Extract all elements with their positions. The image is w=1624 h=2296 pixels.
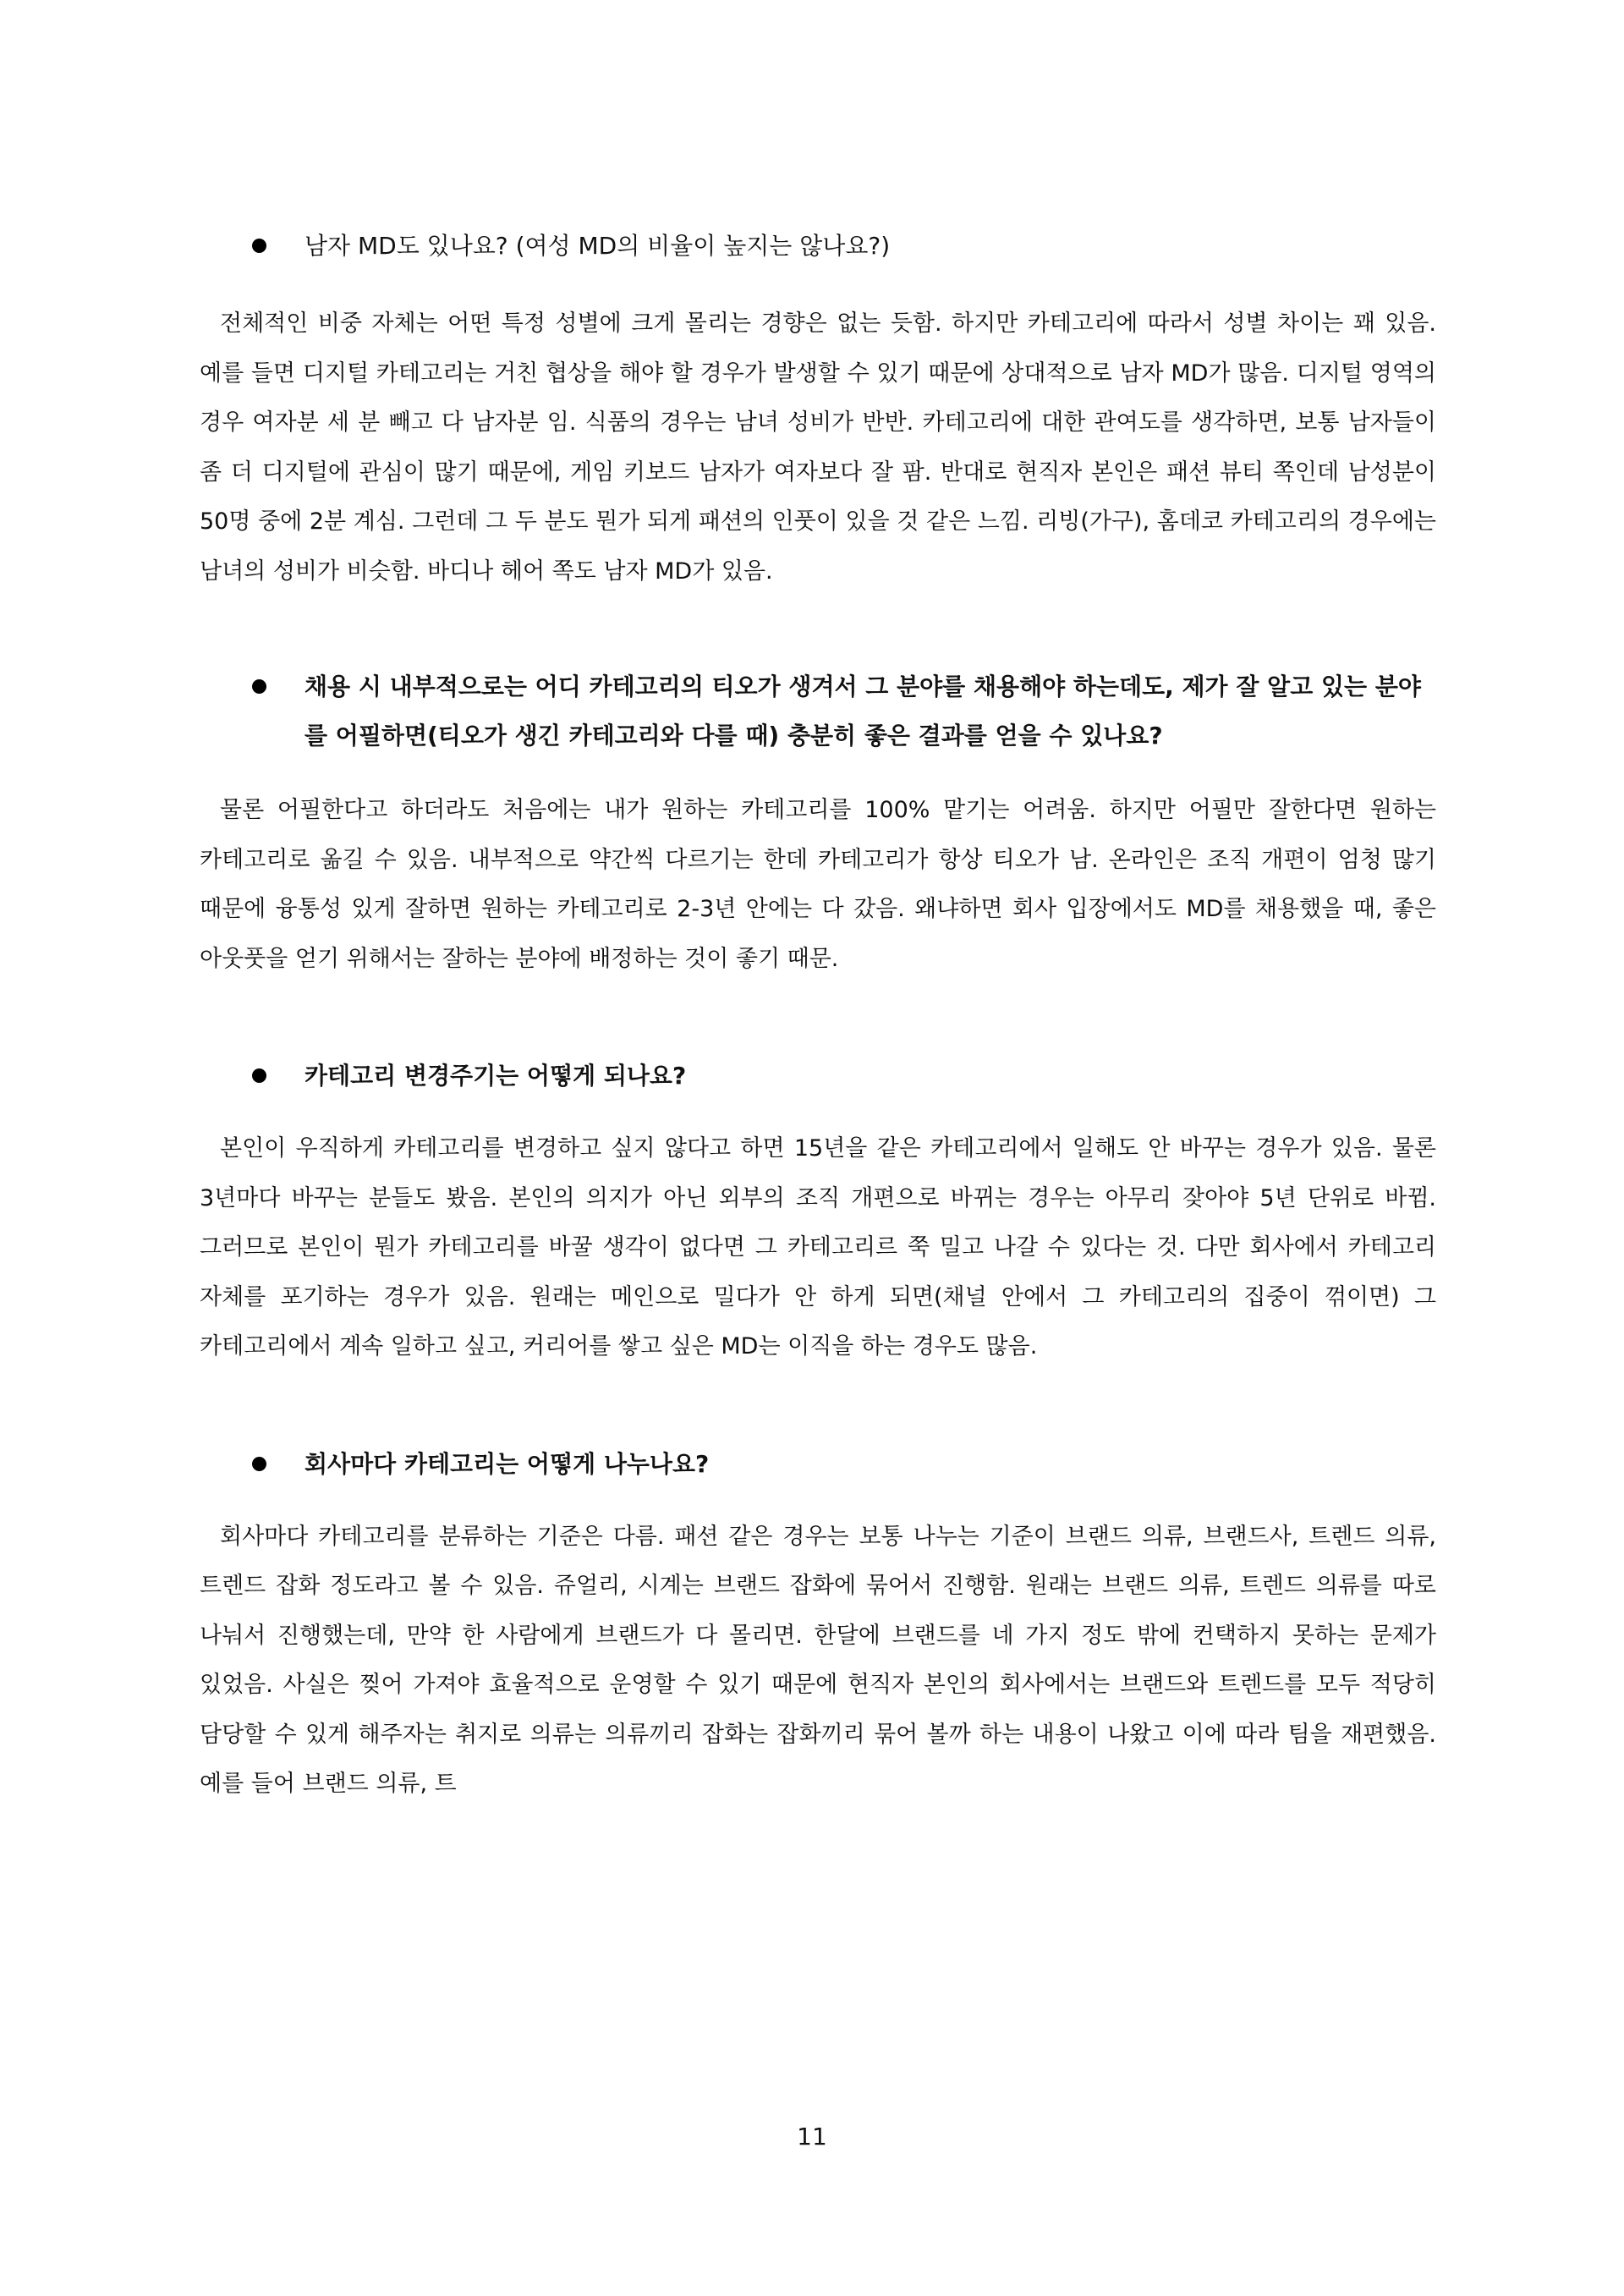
answer-paragraph: 회사마다 카테고리를 분류하는 기준은 다름. 패션 같은 경우는 보통 나누는 기준이 브랜드 의류, 브랜드사, 트렌드 의류, 트렌드 잡화 정도라고 볼 수 있음. 쥬얼리, 시계는 브랜드 잡화에 묶어서 진행함. 원래는 브랜드 의류, 트렌드 의류를 따로 나눠서 진행했는데, 만약 한 사람에게 브랜드가 다 몰리면. 한달에 브랜드를 네 가지 정도 밖에 컨택하지 못하는 문제가 있었음. 사실은 찢어 가져야 효율적으로 운영할 수 있기 때문에 현직자 본인의 회사에서는 브랜드와 트렌드를 모두 적당히 담당할 수 있게 해주자는 취지로 의류는 의류끼리 잡화는 잡화끼리 묶어 볼까 하는 내용이 나왔고 이에 따라 팀을 재편했음. 예를 들어 브랜드 의류, 트 <box>200 1523 1436 1797</box>
question-text: 남자 MD도 있나요? (여성 MD의 비율이 높지는 않나요?) <box>304 232 891 260</box>
qa-section <box>200 1440 1436 1810</box>
page-content <box>200 222 1436 1810</box>
qa-section <box>200 222 1436 596</box>
bullet-icon <box>252 679 266 694</box>
question-heading <box>200 1440 1436 1489</box>
page-number: 11 <box>797 2123 827 2150</box>
question-heading <box>200 222 1436 271</box>
question-heading <box>200 1052 1436 1101</box>
answer-paragraph: 본인이 우직하게 카테고리를 변경하고 싶지 않다고 하면 15년을 같은 카테고리에서 일해도 안 바꾸는 경우가 있음. 물론 3년마다 바꾸는 분들도 봤음. 본인의 의지가 아닌 외부의 조직 개편으로 바뀌는 경우는 아무리 잦아야 5년 단위로 바뀜. 그러므로 본인이 뭔가 카테고리를 바꿀 생각이 없다면 그 카테고리르 쭉 밀고 나갈 수 있다는 것. 다만 회사에서 카테고리 자체를 포기하는 경우가 있음. 원래는 메인으로 밀다가 안 하게 되면(채널 안에서 그 카테고리의 집중이 꺾이면) 그 카테고리에서 계속 일하고 싶고, 커리어를 쌓고 싶은 MD는 이직을 하는 경우도 많음. <box>200 1135 1436 1359</box>
bullet-icon <box>252 239 266 253</box>
qa-section <box>200 662 1436 984</box>
answer-paragraph: 전체적인 비중 자체는 어떤 특정 성별에 크게 몰리는 경향은 없는 듯함. 하지만 카테고리에 따라서 성별 차이는 꽤 있음. 예를 들면 디지털 카테고리는 거친 협상을 해야 할 경우가 발생할 수 있기 때문에 상대적으로 남자 MD가 많음. 디지털 영역의 경우 여자분 세 분 빼고 다 남자분 임. 식품의 경우는 남녀 성비가 반반. 카테고리에 대한 관여도를 생각하면, 보통 남자들이 좀 더 디지털에 관심이 많기 때문에, 게임 키보드 남자가 여자보다 잘 팜. 반대로 현직자 본인은 패션 뷰티 쪽인데 남성분이 50명 중에 2분 계심. 그런데 그 두 분도 뭔가 되게 패션의 인풋이 있을 것 같은 느낌. 리빙(가구), 홈데코 카테고리의 경우에는 남녀의 성비가 비슷함. 바디나 헤어 쪽도 남자 MD가 있음. <box>200 310 1436 585</box>
bullet-icon <box>252 1068 266 1083</box>
answer-paragraph: 물론 어필한다고 하더라도 처음에는 내가 원하는 카테고리를 100% 맡기는 어려움. 하지만 어필만 잘한다면 원하는 카테고리로 옮길 수 있음. 내부적으로 약간씩 다르기는 한데 카테고리가 항상 티오가 남. 온라인은 조직 개편이 엄청 많기 때문에 융통성 있게 잘하면 원하는 카테고리로 2-3년 안에는 다 갔음. 왜냐하면 회사 입장에서도 MD를 채용했을 때, 좋은 아웃풋을 얻기 위해서는 잘하는 분야에 배정하는 것이 좋기 때문. <box>200 797 1436 972</box>
question-text: 회사마다 카테고리는 어떻게 나누나요? <box>304 1449 710 1478</box>
bullet-icon <box>252 1457 266 1471</box>
question-text: 카테고리 변경주기는 어떻게 되나요? <box>304 1062 687 1090</box>
question-text: 채용 시 내부적으로는 어디 카테고리의 티오가 생겨서 그 분야를 채용해야 하는데도, 제가 잘 알고 있는 분야를 어필하면(티오가 생긴 카테고리와 다를 때) 충분히 좋은 결과를 얻을 수 있나요? <box>304 673 1421 750</box>
question-heading <box>200 662 1436 761</box>
qa-section <box>200 1052 1436 1372</box>
